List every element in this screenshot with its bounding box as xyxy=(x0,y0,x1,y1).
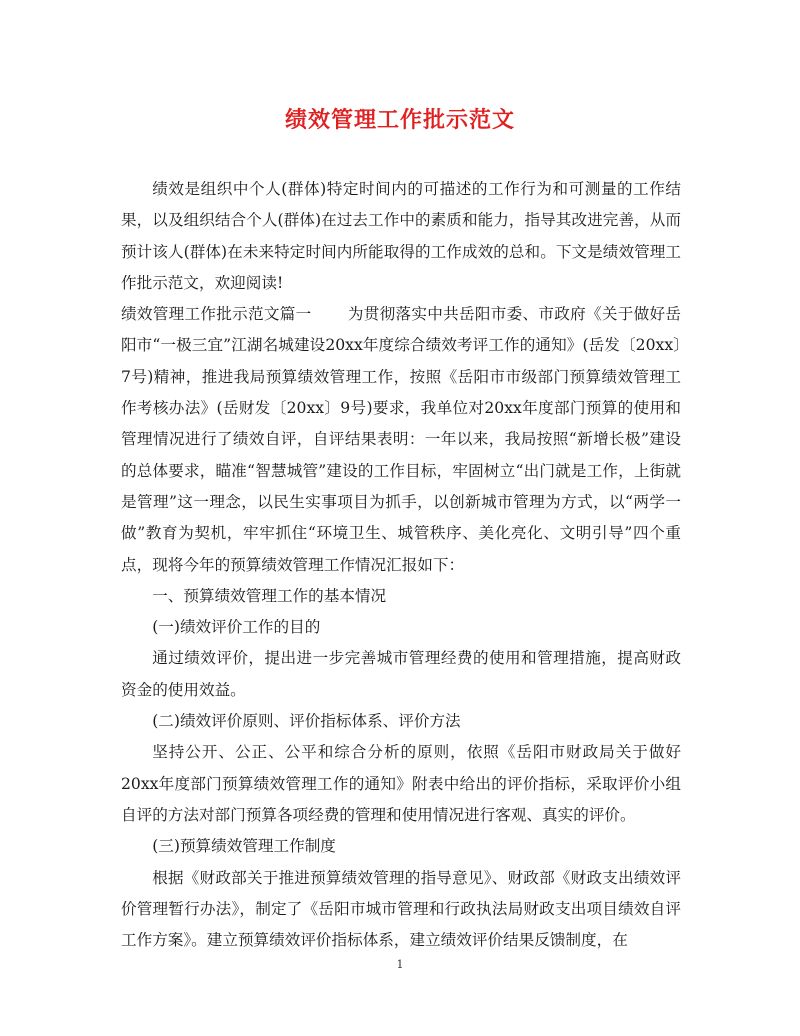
section1-paragraph xyxy=(121,299,681,581)
paragraph-principles: 坚持公开、公正、公平和综合分析的原则，依照《岳阳市财政局关于做好20xx年度部门预算绩效管理工作的通知》附表中给出的评价指标，采取评价小组自评的方法对部门预算各项经费的管理和使用情况进行客观、真实的评价。 xyxy=(121,743,681,824)
subheading-principles: (二)绩效评价原则、评价指标体系、评价方法 xyxy=(152,712,461,731)
document-title: 绩效管理工作批示范文 xyxy=(284,107,515,133)
section1-label: 绩效管理工作批示范文篇一 xyxy=(121,305,312,324)
intro-paragraph: 绩效是组织中个人(群体)特定时间内的可描述的工作行为和可测量的工作结果，以及组织结合个人(群体)在过去工作中的素质和能力，指导其改进完善，从而预计该人(群体)在未来特定时间内所能取得的工作成效的总和。下文是绩效管理工作批示范文，欢迎阅读! xyxy=(121,180,681,292)
page-number: 1 xyxy=(396,958,404,971)
subheading-purpose: (一)绩效评价工作的目的 xyxy=(152,618,321,637)
paragraph-system: 根据《财政部关于推进预算绩效管理的指导意见》、财政部《财政支出绩效评价管理暂行办法》，制定了《岳阳市城市管理和行政执法局财政支出项目绩效自评工作方案》。建立预算绩效评价指标体系，建立绩效评价结果反馈制度，在 xyxy=(121,868,681,950)
document-body xyxy=(121,174,681,956)
subheading-system: (三)预算绩效管理工作制度 xyxy=(152,837,336,856)
heading-basic-situation: 一、预算绩效管理工作的基本情况 xyxy=(152,586,387,605)
paragraph-purpose: 通过绩效评价，提出进一步完善城市管理经费的使用和管理措施，提高财政资金的使用效益。 xyxy=(121,649,681,699)
section1-text: 为贯彻落实中共岳阳市委、市政府《关于做好岳阳市“一极三宜”江湖名城建设20xx年度综合绩效考评工作的通知》(岳发〔20xx〕7号)精神，推进我局预算绩效管理工作，按照《岳阳市市级部门预算绩效管理工作考核办法》(岳财发〔20xx〕9号)要求，我单位对20xx年度部门预算的使用和管理情况进行了绩效自评，自评结果表明：一年以来，我局按照“新增长极”建设的总体要求，瞄准“智慧城管”建设的工作目标，牢固树立“出门就是工作，上街就是管理”这一理念，以民生实事项目为抓手，以创新城市管理为方式，以“两学一做”教育为契机，牢牢抓住“环境卫生、城管秩序、美化亮化、文明引导”四个重点，现将今年的预算绩效管理工作情况汇报如下： xyxy=(121,305,681,574)
